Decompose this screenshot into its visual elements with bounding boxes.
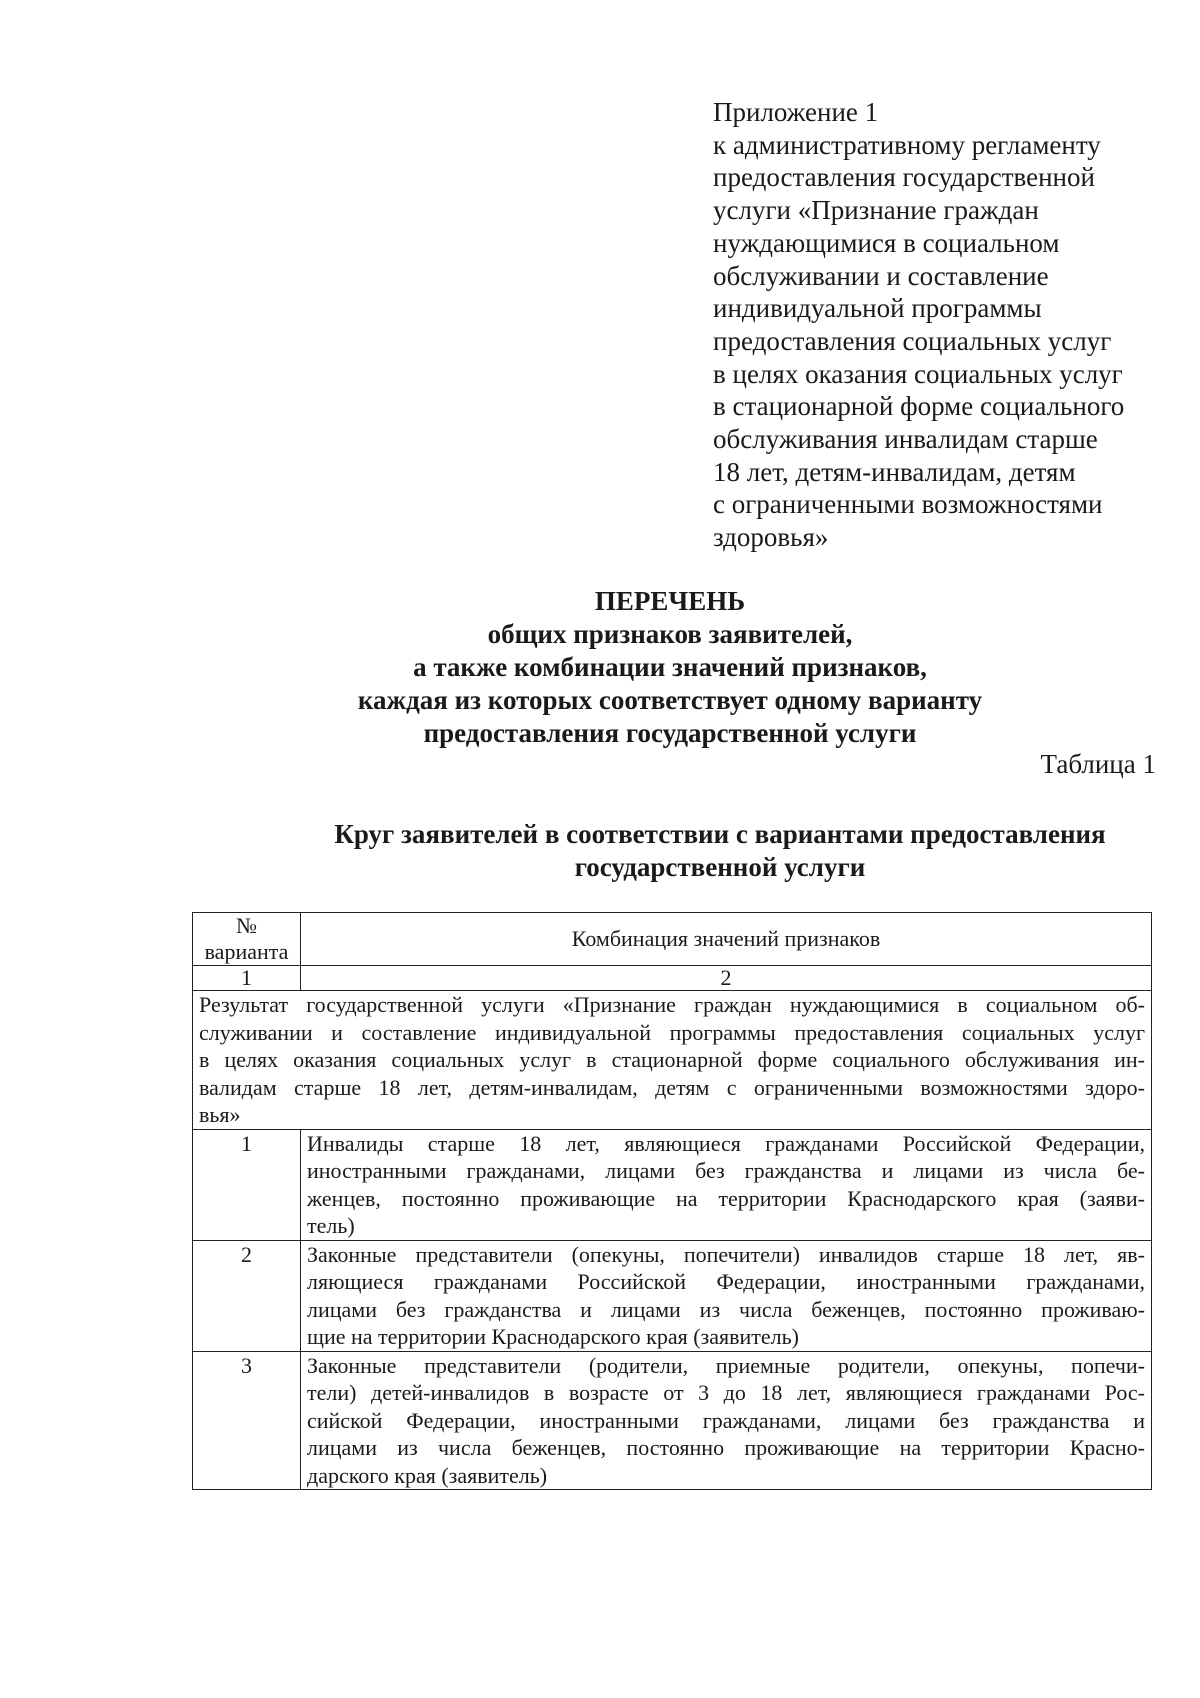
variant-number: 3 [193,1351,301,1490]
variant-line: тели) детей-инвалидов в возрасте от 3 до 18 лет, являющиеся гражданами Рос- [307,1380,1145,1405]
variant-line: лицами из числа беженцев, постоянно проживающие на территории Красно- [307,1435,1145,1460]
annex-line: индивидуальной программы [713,293,1042,324]
annex-line: обслуживания инвалидам старше [713,424,1098,455]
variant-line: Инвалиды старше 18 лет, являющиеся гражданами Российской Федерации, [307,1130,1145,1156]
variant-number: 2 [193,1240,301,1351]
title-line: предоставления государственной услуги [423,718,917,748]
table-title-line: государственной услуги [574,852,866,882]
annex-note [713,96,1153,554]
annex-line: в целях оказания социальных услуг [713,358,1123,389]
table-row [193,1240,1152,1351]
table-index-row [193,966,1152,991]
table-label: Таблица 1 [1040,749,1156,779]
table-title-line: Круг заявителей в соответствии с вариантами предоставления [334,819,1106,849]
variant-line: иностранными гражданами, лицами без гражданства и лицами из числа бе- [307,1158,1145,1183]
table-header-row [193,913,1152,966]
annex-line: предоставления государственной [713,162,1095,193]
result-cell [193,991,1152,1130]
header-combination: Комбинация значений признаков [301,913,1152,966]
result-line: Результат государственной услуги «Признание граждан нуждающимися в социальном об- [199,992,1145,1017]
index-cell: 1 [193,966,301,991]
annex-line: Приложение 1 [713,97,879,127]
applicants-table [192,912,1152,1490]
title-heading: ПЕРЕЧЕНЬ [594,586,746,616]
variant-number: 1 [193,1129,301,1240]
variant-line: Законные представители (опекуны, попечители) инвалидов старше 18 лет, яв- [307,1241,1145,1267]
variant-line: дарского края (заявитель) [307,1462,548,1488]
index-cell: 2 [301,966,1152,991]
annex-line: услуги «Признание граждан [713,195,1039,226]
annex-line: обслуживании и составление [713,260,1049,291]
variant-line: тель) [307,1213,355,1238]
title-line: каждая из которых соответствует одному варианту [357,685,983,715]
variant-description [301,1240,1152,1351]
header-num-symbol: № [236,913,257,938]
variant-line: Законные представители (родители, приемные родители, опекуны, попечи- [307,1352,1145,1378]
result-line: вья» [199,1102,241,1127]
header-variant-number [193,913,301,966]
table-result-row [193,991,1152,1130]
table-row [193,1129,1152,1240]
result-line: в целях оказания социальных услуг в стационарной форме социального обслуживания ин- [199,1047,1145,1072]
variant-description [301,1129,1152,1240]
result-line: валидам старше 18 лет, детям-инвалидам, детям с ограниченными возможностями здоро- [199,1074,1145,1100]
variant-description [301,1351,1152,1490]
variant-line: сийской Федерации, иностранными гражданами, лицами без гражданства и [307,1407,1145,1433]
result-line: служивании и составление индивидуальной программы предоставления социальных услуг [199,1019,1145,1045]
annex-line: к административному регламенту [713,129,1101,160]
table-title [250,818,1190,884]
annex-line: предоставления социальных услуг [713,325,1112,356]
annex-line: с ограниченными возможностями [713,489,1103,520]
variant-line: щие на территории Краснодарского края (заявитель) [307,1324,800,1349]
title-line: общих признаков заявителей, [487,619,853,649]
title-line: а также комбинации значений признаков, [413,652,927,682]
annex-line: здоровья» [713,522,829,553]
annex-line: в стационарной форме социального [713,391,1125,422]
annex-line: нуждающимися в социальном [713,227,1060,258]
annex-line: 18 лет, детям-инвалидам, детям [713,456,1076,487]
table-row [193,1351,1152,1490]
variant-line: лицами без гражданства и лицами из числа беженцев, постоянно проживаю- [307,1296,1145,1322]
document-title [180,585,1160,750]
variant-line: женцев, постоянно проживающие на территории Краснодарского края (заяви- [307,1185,1145,1211]
variant-line: ляющиеся гражданами Российской Федерации, иностранными гражданами, [307,1269,1145,1294]
header-num-label: варианта [204,939,289,964]
